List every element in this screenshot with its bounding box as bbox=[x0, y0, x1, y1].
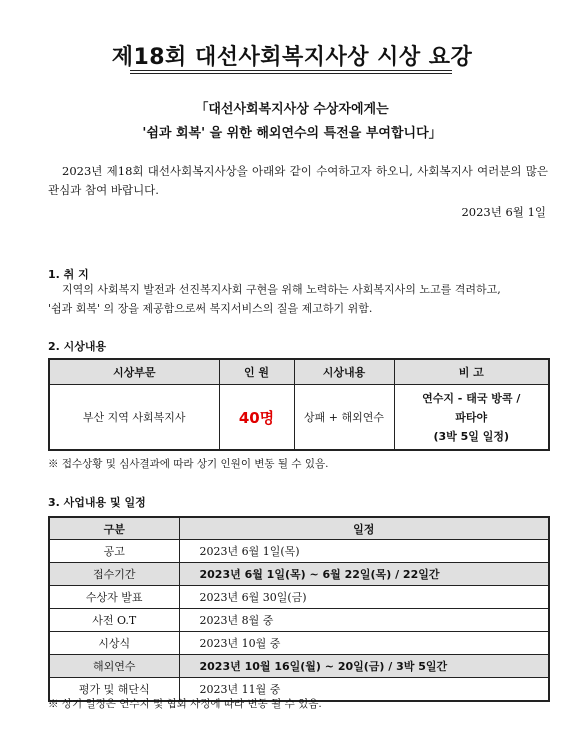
schedule-footnote: ※ 상기 일정은 연수지 및 협회 사정에 따라 변동 될 수 있음. bbox=[48, 698, 322, 710]
table-row bbox=[49, 586, 549, 609]
purpose-line-1: 지역의 사회복지 발전과 선진복지사회 구현을 위해 노력하는 사회복지사의 노고를 격려하고, bbox=[62, 283, 501, 296]
header-category: 시상부문 bbox=[49, 359, 219, 385]
table-row bbox=[49, 540, 549, 563]
header-content: 시상내용 bbox=[294, 359, 394, 385]
table-row bbox=[49, 632, 549, 655]
schedule-label: 접수기간 bbox=[49, 563, 179, 586]
schedule-table bbox=[48, 516, 550, 702]
schedule-label: 수상자 발표 bbox=[49, 586, 179, 609]
schedule-label: 사전 O.T bbox=[49, 609, 179, 632]
title-underline-bottom bbox=[130, 73, 452, 74]
header-schedule: 일정 bbox=[179, 517, 549, 540]
title-underline-top bbox=[130, 70, 452, 71]
award-table bbox=[48, 358, 550, 451]
section-heading-schedule: 3. 사업내용 및 일정 bbox=[48, 496, 146, 509]
award-table-row bbox=[49, 385, 549, 451]
section-heading-award: 2. 시상내용 bbox=[48, 340, 107, 353]
schedule-table-header-row bbox=[49, 517, 549, 540]
award-category: 부산 지역 사회복지사 bbox=[49, 385, 219, 451]
schedule-label: 해외연수 bbox=[49, 655, 179, 678]
announcement-date: 2023년 6월 1일 bbox=[461, 205, 546, 219]
intro-paragraph: 2023년 제18회 대선사회복지사상을 아래와 같이 수여하고자 하오니, 사회복지사 여러분의 많은 관심과 참여 바랍니다. bbox=[48, 164, 548, 197]
section-heading-purpose: 1. 취 지 bbox=[48, 268, 89, 281]
schedule-value: 2023년 10월 16일(월) ~ 20일(금) / 3박 5일간 bbox=[179, 655, 549, 678]
schedule-value: 2023년 8월 중 bbox=[179, 609, 549, 632]
purpose-line-2: '쉼과 회복' 의 장을 제공함으로써 복지서비스의 질을 제고하기 위함. bbox=[48, 302, 373, 315]
award-table-header-row bbox=[49, 359, 549, 385]
award-content: 상패 + 해외연수 bbox=[294, 385, 394, 451]
schedule-label: 공고 bbox=[49, 540, 179, 563]
subtitle-line-1: 「대선사회복지사상 수상자에게는 bbox=[195, 102, 389, 117]
schedule-label: 시상식 bbox=[49, 632, 179, 655]
purpose-text bbox=[48, 280, 552, 318]
page-title: 제18회 대선사회복지사상 시상 요강 bbox=[111, 45, 473, 70]
award-note-line-1: 연수지 - 태국 방콕 / bbox=[422, 391, 521, 405]
award-note-line-2: 파타야 bbox=[455, 410, 488, 424]
schedule-value: 2023년 6월 1일(목) ~ 6월 22일(목) / 22일간 bbox=[179, 563, 549, 586]
schedule-label: 평가 및 해단식 bbox=[49, 678, 179, 702]
award-note-line-3: (3박 5일 일정) bbox=[433, 429, 510, 443]
table-row bbox=[49, 609, 549, 632]
table-row bbox=[49, 563, 549, 586]
schedule-value: 2023년 11월 중 bbox=[179, 678, 549, 702]
award-note bbox=[394, 385, 549, 451]
header-note: 비 고 bbox=[394, 359, 549, 385]
table-row bbox=[49, 655, 549, 678]
schedule-value: 2023년 6월 30일(금) bbox=[179, 586, 549, 609]
schedule-value: 2023년 6월 1일(목) bbox=[179, 540, 549, 563]
award-footnote: ※ 접수상황 및 심사결과에 따라 상기 인원이 변동 될 수 있음. bbox=[48, 458, 329, 470]
subtitle-line-2: '쉼과 회복' 을 위한 해외연수의 특전을 부여합니다」 bbox=[142, 126, 442, 141]
header-count: 인 원 bbox=[219, 359, 294, 385]
header-division: 구분 bbox=[49, 517, 179, 540]
schedule-value: 2023년 10월 중 bbox=[179, 632, 549, 655]
award-count: 40명 bbox=[219, 385, 294, 451]
